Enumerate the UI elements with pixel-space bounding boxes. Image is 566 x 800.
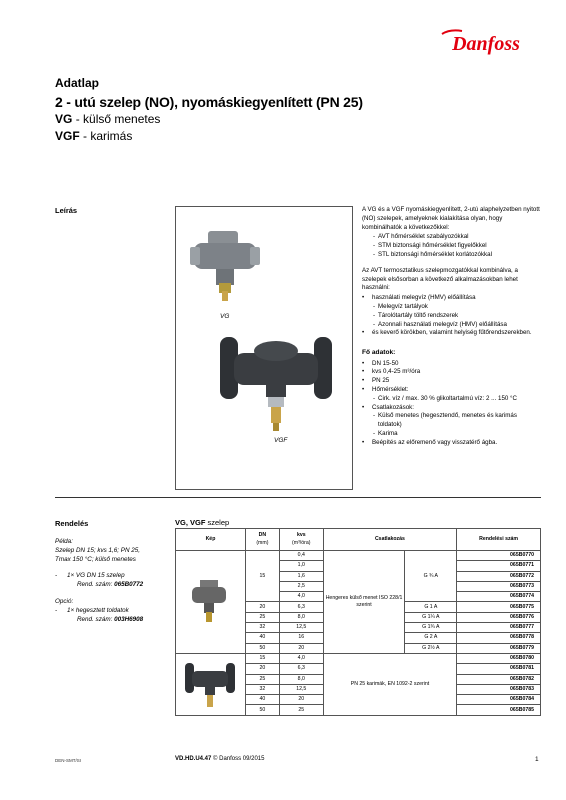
list-item: - Külső menetes (hegesztendő, menetes és karimás toldatok) bbox=[362, 412, 542, 430]
description-text bbox=[362, 206, 542, 447]
product-variant-text: - karimás bbox=[83, 129, 133, 143]
page-title: 2 - utú szelep (NO), nyomáskiegyenlített (PN 25) bbox=[55, 94, 363, 110]
col-header-code: Rendelési szám bbox=[457, 529, 541, 551]
dn-cell: 32 bbox=[245, 684, 279, 694]
dn-cell: 40 bbox=[245, 695, 279, 705]
combo-list bbox=[362, 233, 542, 259]
order-code-cell: 065B0777 bbox=[457, 623, 541, 633]
section-divider bbox=[55, 497, 541, 498]
svg-text:Danfoss: Danfoss bbox=[452, 33, 520, 55]
ordering-table bbox=[175, 528, 541, 716]
kvs-cell: 20 bbox=[279, 695, 323, 705]
danfoss-logo bbox=[436, 26, 536, 60]
list-item: - Tárolótartály töltő rendszerek bbox=[362, 312, 542, 321]
list-item: • Hőmérséklet: bbox=[362, 386, 542, 395]
order-code-cell: 065B0772 bbox=[457, 571, 541, 581]
document-type: Adatlap bbox=[55, 76, 100, 90]
dn-cell: 40 bbox=[245, 633, 279, 643]
kvs-cell: 16 bbox=[279, 633, 323, 643]
list-item: • használati melegvíz (HMV) előállítása bbox=[362, 294, 542, 303]
order-code-cell: 065B0782 bbox=[457, 674, 541, 684]
kvs-cell: 6,3 bbox=[279, 664, 323, 674]
order-code-cell: 065B0779 bbox=[457, 643, 541, 653]
col-header-image: Kép bbox=[176, 529, 246, 551]
thread-cell: G 1¼ A bbox=[405, 612, 457, 622]
order-code-cell: 065B0773 bbox=[457, 581, 541, 591]
order-code-cell: 065B0784 bbox=[457, 695, 541, 705]
thread-cell: G 1¾ A bbox=[405, 623, 457, 633]
order-code-cell: 065B0771 bbox=[457, 561, 541, 571]
option-item: - 1× hegesztett toldatok bbox=[55, 606, 129, 614]
page-number: 1 bbox=[535, 756, 539, 763]
section-label-description: Leírás bbox=[55, 206, 78, 215]
product-variant-text: - külső menetes bbox=[75, 112, 161, 126]
table-row bbox=[176, 551, 541, 561]
kvs-cell: 25 bbox=[279, 705, 323, 715]
order-code-cell: 065B0775 bbox=[457, 602, 541, 612]
list-item: - Azonnali használati melegvíz (HMV) előállítása bbox=[362, 321, 542, 330]
list-item: - AVT hőmérséklet szabályozókkal bbox=[362, 233, 542, 242]
row-image-cell bbox=[176, 551, 246, 654]
example-item-code: Rend. szám: 065B0772 bbox=[77, 581, 144, 589]
vg-valve-image bbox=[188, 578, 232, 624]
thread-cell: G 1 A bbox=[405, 602, 457, 612]
list-item: • Beépítés az előremenő vagy visszatérő ágba. bbox=[362, 439, 542, 448]
usage-intro: Az AVT termosztatikus szelepmozgatókkal kombinálva, a szelepek elsősorban a következő alkalmazásokban lehet használni: bbox=[362, 266, 518, 292]
product-image-box bbox=[175, 206, 353, 490]
example-label: Példa: bbox=[55, 538, 73, 545]
kvs-cell: 12,5 bbox=[279, 623, 323, 633]
subtitle-vg bbox=[55, 112, 160, 126]
usage-list bbox=[362, 294, 542, 338]
order-code-cell: 065B0783 bbox=[457, 684, 541, 694]
main-data-title: Fő adatok: bbox=[362, 349, 396, 357]
option-item-code: Rend. szám: 003H6908 bbox=[77, 615, 144, 623]
table-header-row bbox=[176, 529, 541, 551]
ordering-example bbox=[55, 538, 165, 625]
col-header-kvs: kvs (m³/óra) bbox=[279, 529, 323, 551]
order-code-cell: 065B0774 bbox=[457, 592, 541, 602]
description-intro: A VG és a VGF nyomáskiegyenlített, 2-utú alaphelyzetben nyitott (NO) szelepek, amelyeknek kialakítása olyan, hogy kombinálhatók a következőkkel: bbox=[362, 206, 540, 231]
order-code-cell: 065B0776 bbox=[457, 612, 541, 622]
thread-cell: G 2 A bbox=[405, 633, 457, 643]
kvs-cell: 4,0 bbox=[279, 653, 323, 663]
example-line: Tmax 150 °C; külső menetes bbox=[55, 555, 136, 563]
list-item: • DN 15-50 bbox=[362, 360, 542, 369]
option-label: Opció: bbox=[55, 598, 74, 606]
list-item: - Melegvíz tartályok bbox=[362, 303, 542, 312]
order-code-cell: 065B0781 bbox=[457, 664, 541, 674]
list-item: - Cirk. víz / max. 30 % glikoltartalmú víz: 2 ... 150 °C bbox=[362, 395, 542, 404]
kvs-cell: 1,0 bbox=[279, 561, 323, 571]
dn-cell: 25 bbox=[245, 612, 279, 622]
image-caption-vg: VG bbox=[220, 313, 230, 320]
kvs-cell: 1,6 bbox=[279, 571, 323, 581]
list-item: - STM biztonsági hőmérséklet figyelőkkel bbox=[362, 242, 542, 251]
subtitle-vgf bbox=[55, 129, 132, 143]
order-code-cell: 065B0778 bbox=[457, 633, 541, 643]
example-item: - 1× VG DN 15 szelep bbox=[55, 572, 125, 580]
main-data-list bbox=[362, 360, 542, 448]
vgf-valve-image bbox=[216, 327, 336, 437]
option-item-text: 1× hegesztett toldatok bbox=[67, 606, 129, 614]
kvs-cell: 20 bbox=[279, 643, 323, 653]
image-caption-vgf: VGF bbox=[274, 437, 288, 444]
vg-valve-image bbox=[190, 225, 260, 305]
list-item: • Csatlakozások: bbox=[362, 404, 542, 413]
list-item: - Karima bbox=[362, 430, 542, 439]
example-line: Szelep DN 15; kvs 1,6; PN 25, bbox=[55, 546, 141, 554]
connection-cell: PN 25 karimák, EN 1092-2 szerint bbox=[323, 653, 457, 715]
row-image-cell bbox=[176, 653, 246, 715]
kvs-cell: 0,4 bbox=[279, 551, 323, 561]
kvs-cell: 2,5 bbox=[279, 581, 323, 591]
list-item: • PN 25 bbox=[362, 377, 542, 386]
dn-cell: 25 bbox=[245, 674, 279, 684]
kvs-cell: 4,0 bbox=[279, 592, 323, 602]
dn-cell: 15 bbox=[245, 653, 279, 663]
list-item: • és keverő körökben, valamint helyiség fűtőrendszerekben. bbox=[362, 329, 542, 338]
list-item: • kvs 0,4-25 m³/óra bbox=[362, 368, 542, 377]
dn-cell: 20 bbox=[245, 664, 279, 674]
vgf-valve-image bbox=[183, 657, 237, 709]
col-header-connection: Csatlakozás bbox=[323, 529, 457, 551]
dn-cell: 50 bbox=[245, 643, 279, 653]
example-item-text: 1× VG DN 15 szelep bbox=[67, 572, 125, 580]
kvs-cell: 8,0 bbox=[279, 612, 323, 622]
table-row bbox=[176, 653, 541, 663]
section-label-ordering: Rendelés bbox=[55, 519, 89, 528]
product-code: VGF bbox=[55, 129, 80, 143]
kvs-cell: 12,5 bbox=[279, 684, 323, 694]
order-code-cell: 065B0780 bbox=[457, 653, 541, 663]
dn-cell: 32 bbox=[245, 623, 279, 633]
table-title: VG, VGF szelep bbox=[175, 518, 230, 527]
footer-doc: VD.HD.U4.47 © Danfoss 09/2015 bbox=[175, 756, 265, 762]
footer-ref: DEN-SMT/SI bbox=[55, 758, 82, 763]
dn-cell: 50 bbox=[245, 705, 279, 715]
list-item: - STL biztonsági hőmérséklet korlátozókkal bbox=[362, 251, 542, 260]
thread-cell: G 2½ A bbox=[405, 643, 457, 653]
kvs-cell: 6,3 bbox=[279, 602, 323, 612]
col-header-dn: DN (mm) bbox=[245, 529, 279, 551]
dn-cell: 15 bbox=[245, 551, 279, 602]
order-code-cell: 065B0770 bbox=[457, 551, 541, 561]
thread-cell: G ¾ A bbox=[405, 551, 457, 602]
connection-cell: Hengeres külső menet ISO 228/1 szerint bbox=[323, 551, 405, 654]
kvs-cell: 8,0 bbox=[279, 674, 323, 684]
dn-cell: 20 bbox=[245, 602, 279, 612]
product-code: VG bbox=[55, 112, 73, 126]
order-code-cell: 065B0785 bbox=[457, 705, 541, 715]
